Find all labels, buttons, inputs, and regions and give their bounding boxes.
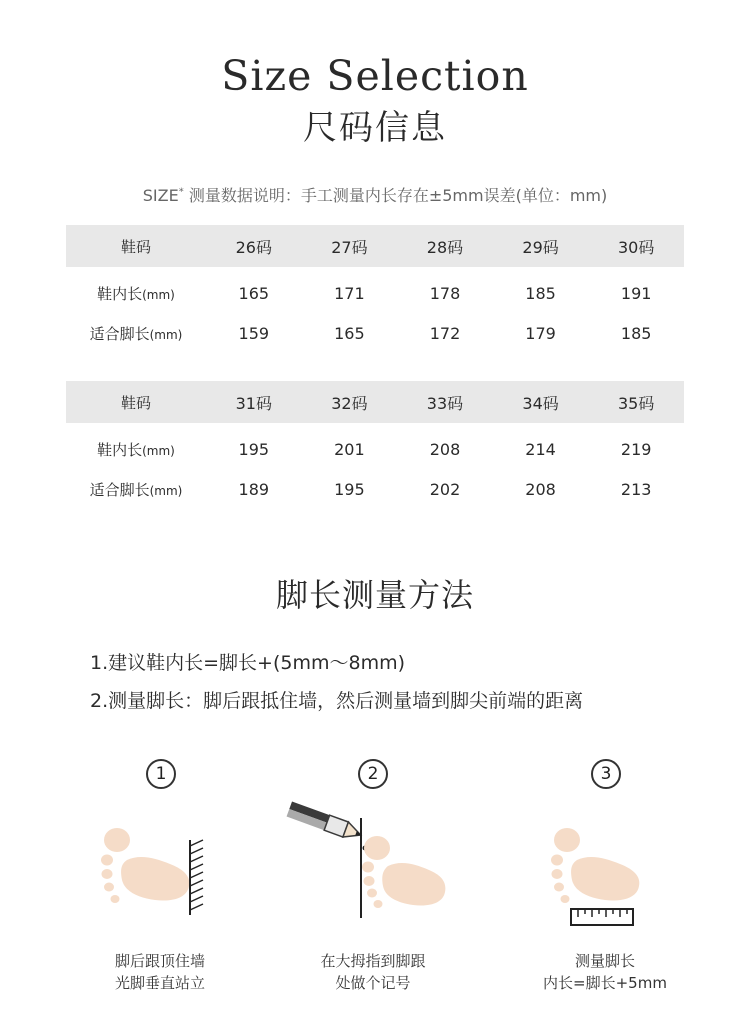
size-cell: 35码	[617, 393, 655, 413]
size-table-2	[66, 381, 684, 509]
note-star: *	[178, 186, 184, 198]
value-cell: 213	[620, 479, 652, 499]
row-label: 鞋内长(mm)	[97, 284, 175, 303]
method-title: 脚长测量方法	[275, 576, 474, 614]
value-cell: 219	[620, 439, 652, 459]
value-cell: 208	[429, 439, 461, 459]
pencil-marking-icon	[285, 800, 455, 925]
size-cell: 27码	[331, 237, 368, 257]
size-cell: 32码	[331, 393, 368, 413]
measurement-note	[0, 183, 750, 206]
value-cell: 214	[525, 439, 556, 459]
tip-1: 1.建议鞋内长=脚长+(5mm～8mm)	[90, 652, 406, 674]
value-cell: 179	[525, 323, 556, 343]
row-label: 适合脚长(mm)	[89, 480, 183, 499]
title-chinese: 尺码信息	[303, 108, 447, 148]
value-cell: 195	[334, 479, 365, 499]
row-label: 适合脚长(mm)	[89, 324, 183, 343]
table-row	[66, 469, 684, 509]
size-table-1	[66, 225, 684, 353]
value-cell: 195	[238, 439, 270, 459]
table-header-row	[66, 381, 684, 423]
value-cell: 185	[525, 283, 556, 303]
value-cell: 208	[525, 479, 556, 499]
table-header-row	[66, 225, 684, 267]
step-1-caption: 脚后跟顶住墙 光脚垂直站立	[114, 952, 205, 992]
value-cell: 171	[334, 283, 365, 303]
step-1-number: 1	[146, 759, 176, 789]
table-row	[66, 429, 684, 469]
title-english: Size Selection	[221, 52, 529, 100]
value-cell: 172	[429, 323, 461, 343]
value-cell: 189	[238, 479, 270, 499]
value-cell: 165	[238, 283, 270, 303]
step-3-number: 3	[591, 759, 621, 789]
step-2-number: 2	[358, 759, 388, 789]
size-cell: 31码	[235, 393, 272, 413]
value-cell: 165	[334, 323, 365, 343]
value-cell: 202	[429, 479, 461, 499]
note-prefix: SIZE	[142, 186, 179, 205]
table-row	[66, 313, 684, 353]
size-cell: 33码	[426, 393, 464, 413]
header-label: 鞋码	[120, 393, 151, 412]
value-cell: 201	[334, 439, 365, 459]
size-cell: 30码	[617, 237, 655, 257]
row-label: 鞋内长(mm)	[97, 440, 175, 459]
value-cell: 185	[620, 323, 652, 343]
value-cell: 191	[620, 283, 652, 303]
foot-ruler-icon	[545, 820, 655, 935]
tip-2: 2.测量脚长：脚后跟抵住墙，然后测量墙到脚尖前端的距离	[90, 690, 584, 712]
header-label: 鞋码	[120, 237, 151, 256]
size-cell: 29码	[522, 237, 559, 257]
foot-against-wall-icon	[95, 820, 215, 920]
value-cell: 159	[238, 323, 270, 343]
size-cell: 34码	[522, 393, 559, 413]
table-row	[66, 273, 684, 313]
note-text: 测量数据说明：手工测量内长存在±5mm误差(单位：mm)	[188, 186, 608, 205]
value-cell: 178	[429, 283, 461, 303]
size-cell: 28码	[426, 237, 464, 257]
step-2-caption: 在大拇指到脚跟 处做个记号	[320, 952, 426, 992]
step-3-caption: 测量脚长 内长=脚长+5mm	[543, 952, 667, 992]
size-cell: 26码	[235, 237, 272, 257]
